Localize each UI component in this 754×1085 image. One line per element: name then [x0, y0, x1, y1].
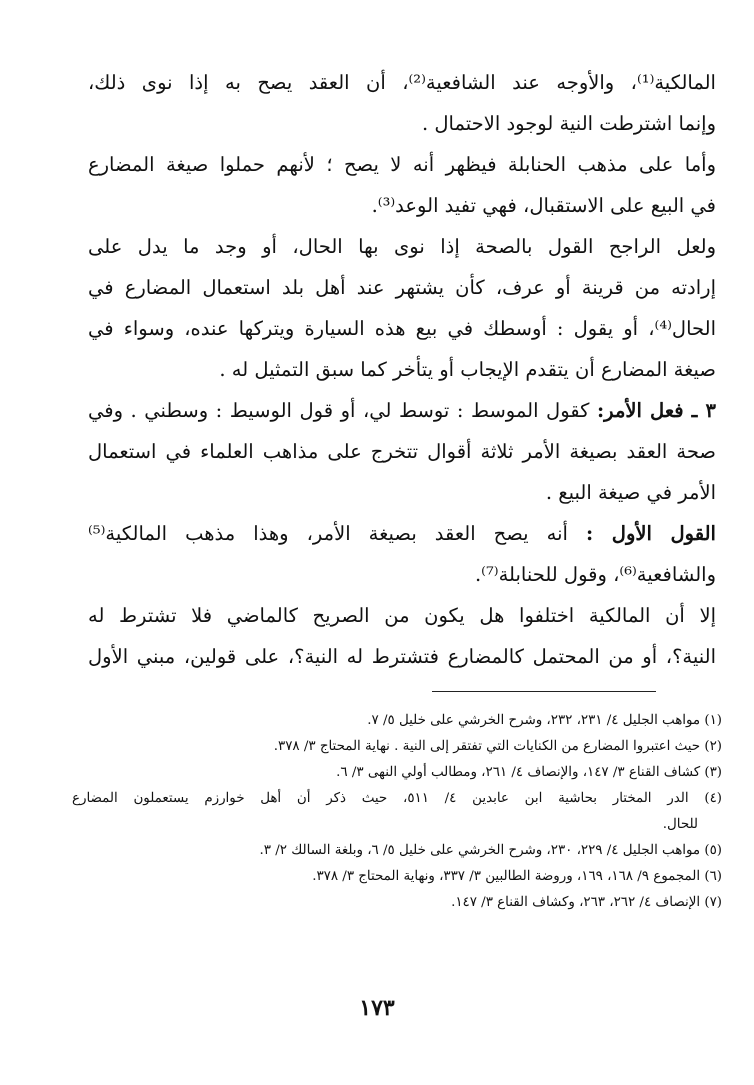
- text-line-9: [88, 390, 716, 431]
- text-line-15: النية؟، أو من المحتمل كالمضارع فتشترط له النية؟، على قولين، مبني الأول: [88, 645, 716, 668]
- text-line-12-body: أنه يصح العقد بصيغة الأمر، وهذا مذهب المالكية⁽⁵⁾: [88, 522, 568, 545]
- text-line-10: صحة العقد بصيغة الأمر ثلاثة أقوال تتخرج على مذاهب العلماء في استعمال: [88, 440, 716, 463]
- footnote-7: (٧) الإنصاف ٤/ ٢٦٢، ٢٦٣، وكشاف القناع ٣/ ١٤٧.: [451, 895, 722, 910]
- text-line-4: في البيع على الاستقبال، فهي تفيد الوعد⁽³⁾.: [371, 194, 716, 217]
- text-line-12: [88, 513, 716, 554]
- page-number: ١٧٣: [359, 995, 395, 1021]
- first-opinion-heading: القول الأول :: [585, 522, 716, 545]
- footnote-2: (٢) حيث اعتبروا المضارع من الكنايات التي تفتقر إلى النية . نهاية المحتاج ٣/ ٣٧٨.: [273, 739, 722, 754]
- text-line-8: صيغة المضارع أن يتقدم الإيجاب أو يتأخر كما سبق التمثيل له .: [219, 358, 716, 381]
- text-line-3: وأما على مذهب الحنابلة فيظهر أنه لا يصح ؛ لأنهم حملوا صيغة المضارع: [88, 153, 716, 176]
- footnotes: [72, 708, 722, 916]
- footnote-1: (١) مواهب الجليل ٤/ ٢٣١، ٢٣٢، وشرح الخرشي على خليل ٥/ ٧.: [367, 713, 722, 728]
- footnote-3: (٣) كشاف القناع ٣/ ١٤٧، والإنصاف ٤/ ٢٦١، ومطالب أولي النهى ٣/ ٦.: [336, 765, 722, 780]
- main-text: [88, 62, 716, 677]
- text-line-11: الأمر في صيغة البيع .: [545, 481, 716, 504]
- text-line-1: المالكية⁽¹⁾، والأوجه عند الشافعية⁽²⁾، أن العقد يصح به إذا نوى ذلك،: [88, 71, 716, 94]
- text-line-14: إلا أن المالكية اختلفوا هل يكون من الصريح كالماضي فلا تشترط له: [88, 604, 716, 627]
- footnote-separator: [432, 691, 656, 692]
- footnote-4-continued: للحال.: [662, 817, 698, 832]
- footnote-5: (٥) مواهب الجليل ٤/ ٢٢٩، ٢٣٠، وشرح الخرشي على خليل ٥/ ٦، وبلغة السالك ٢/ ٣.: [259, 843, 722, 858]
- footnote-6: (٦) المجموع ٩/ ١٦٨، ١٦٩، وروضة الطالبين ٣/ ٣٣٧، ونهاية المحتاج ٣/ ٣٧٨.: [312, 869, 722, 884]
- section-heading: ٣ ـ فعل الأمر:: [596, 399, 716, 422]
- text-line-5: ولعل الراجح القول بالصحة إذا نوى بها الحال، أو وجد ما يدل على: [88, 235, 716, 258]
- text-line-13: والشافعية⁽⁶⁾، وقول للحنابلة⁽⁷⁾.: [474, 563, 716, 586]
- footnote-4: (٤) الدر المختار بحاشية ابن عابدين ٤/ ٥١١، حيث ذكر أن أهل خوارزم يستعملون المضارع: [72, 791, 722, 806]
- text-line-9-body: كقول الموسط : توسط لي، أو قول الوسيط : وسطني . وفي: [88, 399, 590, 422]
- text-line-6: إرادته من قرينة أو عرف، كأن يشتهر عند أهل بلد استعمال المضارع في: [88, 276, 716, 299]
- text-line-7: الحال⁽⁴⁾، أو يقول : أوسطك في بيع هذه السيارة ويتركها عنده، وسواء في: [88, 317, 716, 340]
- text-line-2: وإنما اشترطت النية لوجود الاحتمال .: [421, 112, 716, 135]
